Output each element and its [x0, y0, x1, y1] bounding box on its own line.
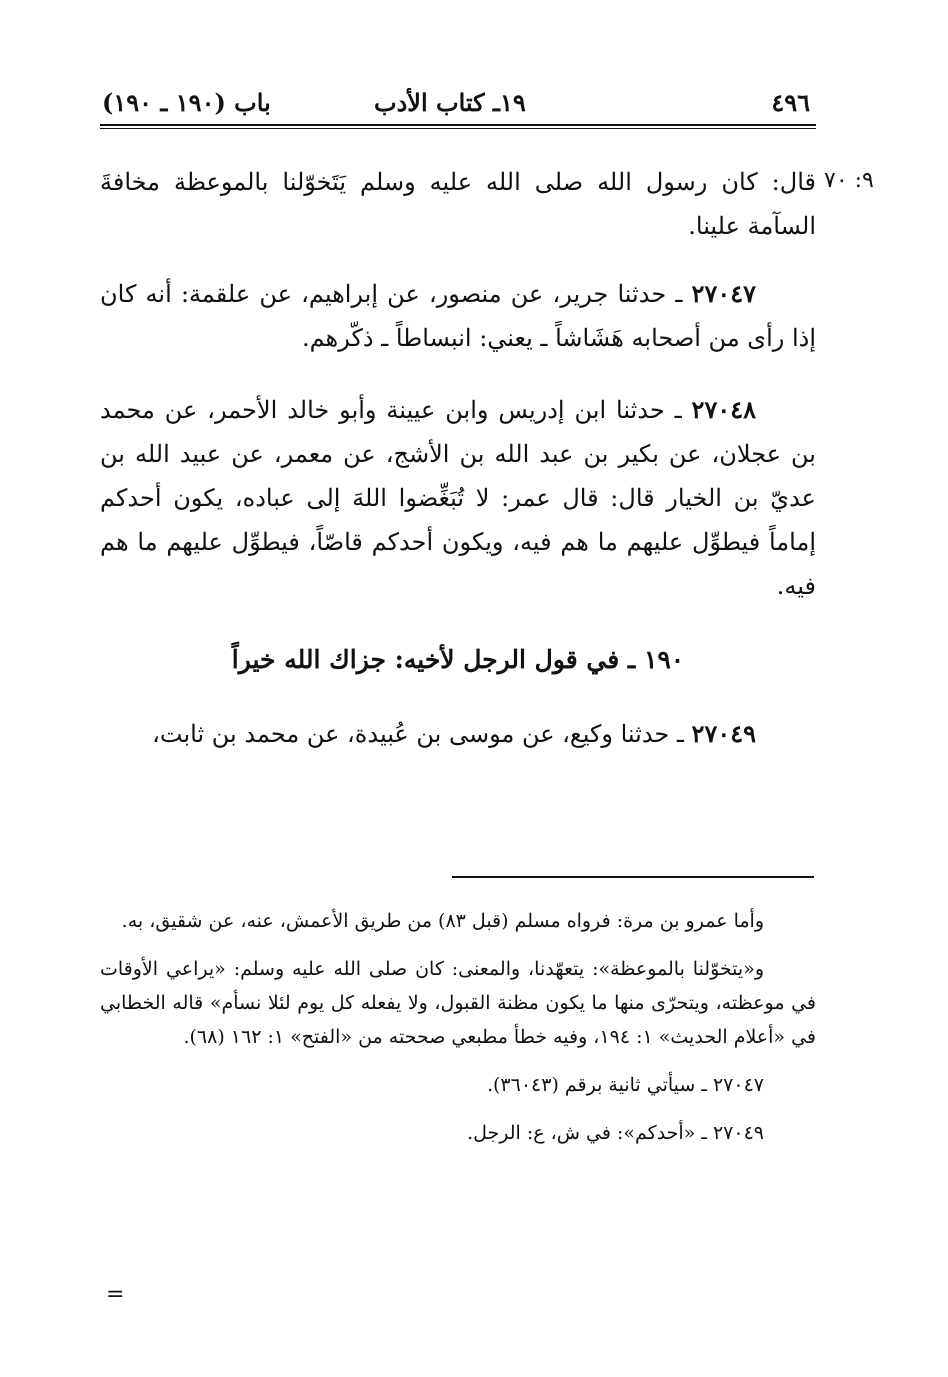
- footnote: ٢٧٠٤٩ ـ «أحدكم»: في ش، ع: الرجل.: [467, 1122, 764, 1144]
- paragraph-text: ـ حدثنا جرير، عن منصور، عن إبراهيم، عن علقمة: أنه كان إذا رأى من أصحابه هَشَاشاً ـ يعني: انبساطاً ـ ذكّرهم.: [100, 280, 816, 352]
- header-rule: [100, 124, 816, 129]
- paragraph-text: ـ حدثنا ابن إدريس وابن عيينة وأبو خالد الأحمر، عن محمد بن عجلان، عن بكير بن عبد الله بن الأشج، عن معمر، عن عبيد الله بن عديّ بن الخيار قال: قال عمر: لا تُبَغِّضوا اللهَ إلى عباده، يكون أحدكم إماماً فيطوِّل عليهم ما هم فيه، ويكون أحدكم قاصّاً، فيطوِّل عليهم ما هم فيه.: [100, 396, 816, 600]
- footnote: ٢٧٠٤٧ ـ سيأتي ثانية برقم (٣٦٠٤٣).: [486, 1074, 764, 1096]
- hadith-number: ٢٧٠٤٩: [691, 719, 756, 748]
- page-number: ٤٩٦: [771, 88, 810, 117]
- chapter-range: باب (١٩٠ ـ ١٩٠): [102, 88, 271, 117]
- paragraph: [100, 272, 816, 360]
- book-title: ١٩ـ كتاب الأدب: [374, 88, 526, 117]
- paragraph-text: قال: كان رسول الله صلى الله عليه وسلم يَتَخوّلنا بالموعظة مخافةَ السآمة علينا.: [100, 168, 816, 240]
- footnotes: [100, 904, 816, 1150]
- running-header: [100, 82, 816, 122]
- chapter-heading: ١٩٠ ـ في قول الرجل لأخيه: جزاك الله خيراً: [231, 645, 685, 674]
- paragraph: [100, 388, 816, 608]
- paragraph: [100, 712, 816, 756]
- footnote: وأما عمرو بن مرة: فرواه مسلم (قبل ٨٣) من طريق الأعمش، عنه، عن شقيق، به.: [121, 910, 764, 932]
- hadith-number: ٢٧٠٤٨: [691, 395, 756, 424]
- footnote: و«يتخوّلنا بالموعظة»: يتعهّدنا، والمعنى: كان صلى الله عليه وسلم: «يراعي الأوقات في موعظته، ويتحرّى منها ما يكون مظنة القبول، ولا يفعله كل يوم لئلا نسأم» قاله الخطابي في «أعلام الحديث» ١: ١٩٤، وفيه خطأ مطبعي صححته من «الفتح» ١: ١٦٢ (٦٨).: [100, 958, 816, 1048]
- main-text: [100, 160, 816, 756]
- footnote-rule: [452, 876, 814, 878]
- paragraph-text: ـ حدثنا وكيع، عن موسى بن عُبيدة، عن محمد بن ثابت،: [152, 720, 692, 748]
- continuation-mark: =: [106, 1282, 125, 1307]
- marginal-reference: ٩: ٧٠: [824, 168, 874, 193]
- paragraph: [100, 160, 816, 248]
- hadith-number: ٢٧٠٤٧: [691, 279, 756, 308]
